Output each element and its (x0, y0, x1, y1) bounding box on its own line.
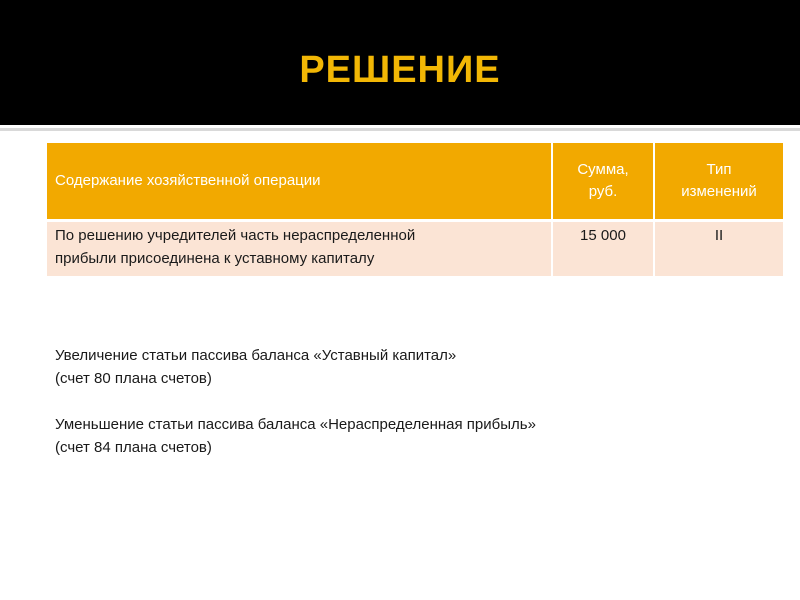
header-amount-line2: руб. (588, 183, 618, 200)
table-row (47, 221, 783, 277)
cell-amount: 15 000 (552, 221, 654, 277)
notes-spacer (55, 390, 755, 413)
header-content-label: Содержание хозяйственной операции (55, 172, 321, 189)
header-type-line2: изменений (681, 183, 757, 200)
header-amount-line1: Сумма, (577, 161, 629, 178)
slide-title: РЕШЕНИЕ (299, 49, 501, 91)
header-content (47, 143, 552, 221)
cell-content-line1: По решению учредителей часть нераспределенной (55, 227, 416, 244)
table-header-row (47, 143, 783, 221)
cell-content (47, 221, 552, 277)
decrease-note-line1: Уменьшение статьи пассива баланса «Нераспределенная прибыль» (55, 416, 536, 433)
increase-note-line1: Увеличение статьи пассива баланса «Уставный капитал» (55, 347, 457, 364)
explanation-notes (55, 344, 755, 459)
cell-content-line2: прибыли присоединена к уставному капиталу (55, 250, 375, 267)
decrease-note-line2: (счет 84 плана счетов) (55, 439, 212, 456)
cell-type: II (654, 221, 783, 277)
title-divider (0, 128, 800, 131)
header-type (654, 143, 783, 221)
increase-note-line2: (счет 80 плана счетов) (55, 370, 212, 387)
operation-table (47, 143, 783, 276)
header-type-line1: Тип (706, 161, 732, 178)
header-amount (552, 143, 654, 221)
